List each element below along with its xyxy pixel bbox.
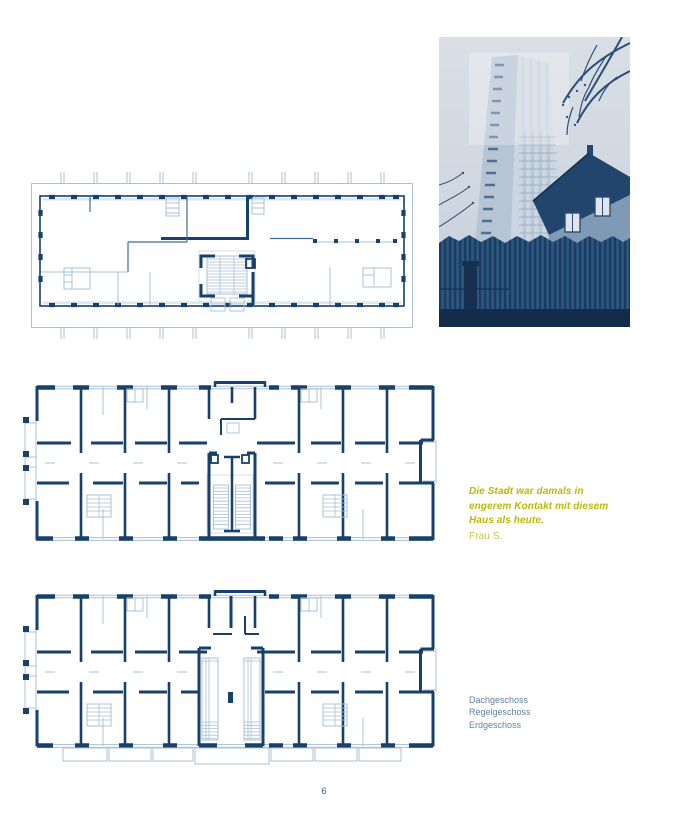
haze <box>469 53 569 145</box>
caption-erdgeschoss: Erdgeschoss <box>469 719 522 730</box>
balcony-piers <box>23 417 29 505</box>
ground-shadow <box>439 309 630 327</box>
stairwell <box>199 648 263 746</box>
quote-block <box>469 485 649 544</box>
page-number: 6 <box>321 786 327 797</box>
caption-regelgeschoss: Regelgeschoss <box>469 707 531 718</box>
fence <box>439 235 630 327</box>
quote-line: Haus als heute. <box>469 515 544 527</box>
entrance-canopy <box>195 748 269 764</box>
erdgeschoss-drawing <box>23 588 437 765</box>
floor-plan-dachgeschoss <box>30 172 416 340</box>
partition-walls <box>37 596 423 746</box>
hochhaus-foto <box>439 37 630 327</box>
balcony-piers <box>23 626 29 714</box>
quote-attribution: Frau S. <box>469 530 503 542</box>
stairwell <box>199 251 255 311</box>
exterior-walls <box>23 383 436 541</box>
interior-fittings <box>45 387 415 539</box>
gate-post <box>464 265 477 313</box>
ground-floor-loggias <box>63 748 401 764</box>
floor-plan-erdgeschoss <box>23 588 437 765</box>
caption-dachgeschoss: Dachgeschoss <box>469 695 529 705</box>
regelgeschoss-drawing <box>23 379 437 549</box>
floor-plan-regelgeschoss <box>23 379 437 549</box>
quote-line: engerem Kontakt mit diesem <box>469 500 609 512</box>
quote-line: Die Stadt war damals in <box>469 486 584 497</box>
stairwell <box>207 453 255 539</box>
tower-photo <box>439 37 630 327</box>
plan-captions <box>469 694 531 731</box>
dachgeschoss-drawing <box>30 172 416 340</box>
